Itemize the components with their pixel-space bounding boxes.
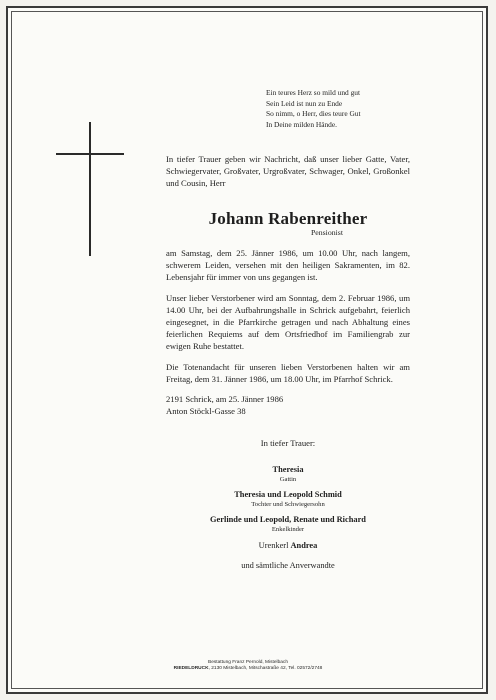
mourner-relation: Enkelkinder bbox=[271, 526, 305, 533]
place-date: 2191 Schrick, am 25. Jänner 1986 bbox=[166, 394, 284, 404]
imprint-printer: RIEDELDRUCK bbox=[173, 666, 209, 672]
mourner-name: Theresia und Leopold Schmid bbox=[234, 490, 342, 499]
intro-paragraph: In tiefer Trauer geben wir Nachricht, daß unser lieber Gatte, Vater, Schwiegervater, Großvater, Urgroßvater, Schwager, Onkel, Großonkel und Cousin, Herr bbox=[166, 154, 410, 188]
imprint-address: , 2130 Mistelbach, Mitschastraße 42, Tel. 02572/2748 bbox=[208, 666, 323, 672]
great-grandchild-name: Andrea bbox=[290, 541, 318, 550]
imprint-line bbox=[0, 666, 496, 672]
relatives-line: und sämtliche Anverwandte bbox=[241, 561, 335, 570]
notice-body bbox=[166, 153, 410, 571]
imprint-line: Bestattung Franz Pernold, Mistelbach bbox=[208, 660, 288, 665]
mourners-list bbox=[166, 437, 410, 571]
deceased-title: Pensionist bbox=[310, 228, 343, 237]
great-grandchild-label: Urenkerl bbox=[258, 541, 289, 550]
great-grandchild bbox=[166, 540, 410, 551]
motto-line: Ein teures Herz so mild und gut bbox=[266, 88, 361, 97]
motto-line: In Deine milden Hände. bbox=[266, 119, 338, 129]
motto-verse bbox=[266, 88, 456, 130]
printer-imprint bbox=[0, 660, 496, 673]
deceased-name: Johann Rabenreither bbox=[208, 209, 368, 228]
street-address: Anton Stöckl-Gasse 38 bbox=[166, 405, 246, 416]
mourners-heading: In tiefer Trauer: bbox=[260, 438, 316, 448]
death-paragraph: am Samstag, dem 25. Jänner 1986, um 10.00 Uhr, nach langem, schwerem Leiden, versehen mit den heiligen Sakramenten, im 82. Lebensjahr für immer von uns gegangen ist. bbox=[166, 248, 410, 282]
cross-horizontal-bar bbox=[56, 153, 124, 155]
mourner-relation: Gattin bbox=[279, 476, 297, 483]
motto-line: Sein Leid ist nun zu Ende bbox=[266, 98, 343, 108]
mourner-relation: Tochter und Schwiegersohn bbox=[251, 501, 325, 508]
cross-vertical-bar bbox=[89, 122, 91, 256]
service-paragraph: Die Totenandacht für unseren lieben Verstorbenen halten wir am Freitag, dem 31. Jänner 1986, um 18.00 Uhr, im Pfarrhof Schrick. bbox=[166, 362, 410, 384]
funeral-paragraph: Unser lieber Verstorbener wird am Sonntag, dem 2. Februar 1986, um 14.00 Uhr, bei der Aufbahrungshalle in Schrick aufgebahrt, feierlich eingesegnet, in die Pfarrkirche getragen und nach Abhaltung eines feierlichen Requiems auf dem Ortsfriedhof im Familiengrab zur ewigen Ruhe bestattet. bbox=[166, 293, 410, 351]
motto-line: So nimm, o Herr, dies teure Gut bbox=[266, 109, 361, 119]
mourner-name: Gerlinde und Leopold, Renate und Richard bbox=[210, 515, 366, 524]
mourner-name: Theresia bbox=[272, 465, 304, 474]
